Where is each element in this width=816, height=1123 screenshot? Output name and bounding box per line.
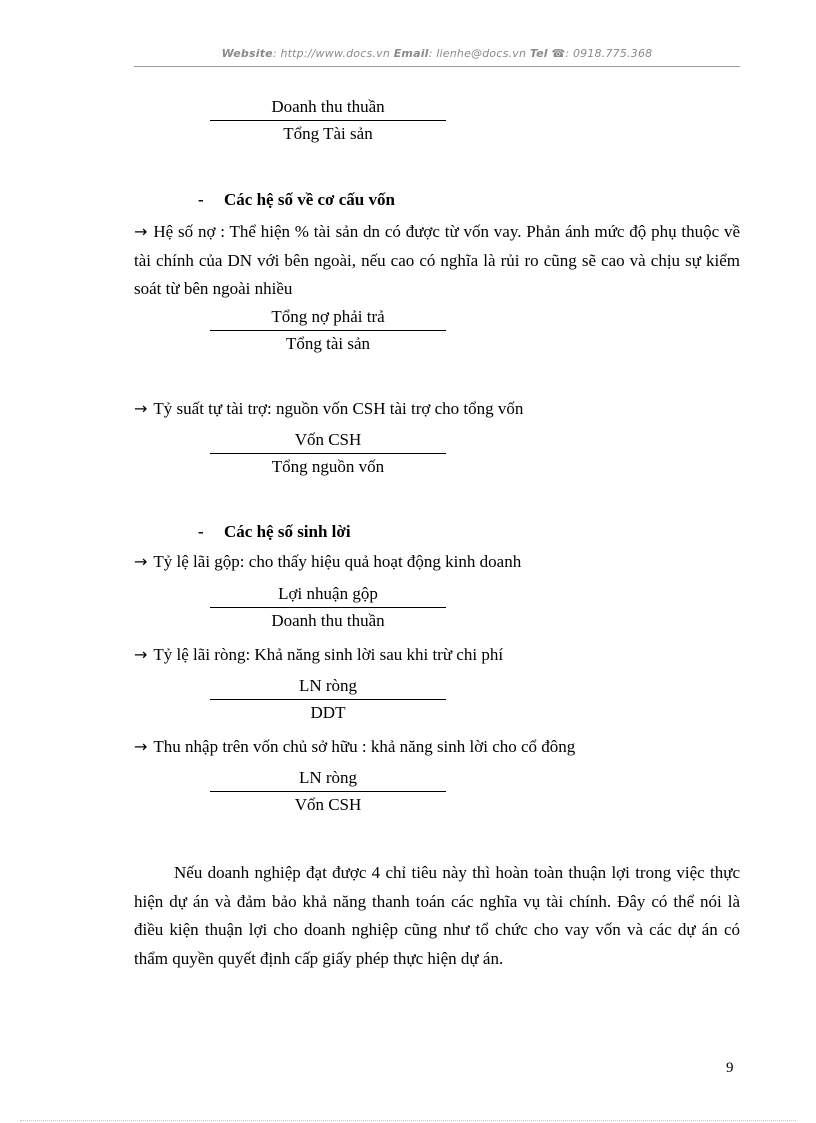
arrow-right-icon: → [134, 645, 148, 664]
email-label: Email [393, 47, 429, 60]
fraction-numerator: Lợi nhuận gộp [278, 584, 378, 603]
email-value: : lienhe@docs.vn [428, 47, 527, 60]
fraction-numerator: Tổng nợ phải trả [271, 307, 385, 326]
phone-icon: ☎ [551, 47, 566, 60]
fraction-asset-turnover [210, 96, 446, 145]
fraction-self-financing [210, 429, 446, 478]
arrow-right-icon: → [134, 222, 148, 241]
fraction-denominator: Vốn CSH [294, 795, 362, 814]
fraction-numerator: LN ròng [298, 768, 358, 787]
debt-ratio-paragraph: → Hệ số nợ : Thể hiện % tài sản dn có được từ vốn vay. Phản ánh mức độ phụ thuộc về tài chính của DN với bên ngoài, nếu cao có nghĩa là rủi ro cũng sẽ cao và chịu sự kiểm soát từ bên ngoài nhiều [134, 222, 740, 298]
section-heading-capital-structure: - Các hệ số về cơ cấu vốn [198, 190, 395, 209]
fraction-debt-ratio [210, 306, 446, 355]
page-number: 9 [726, 1060, 734, 1076]
arrow-right-icon: → [134, 737, 148, 756]
self-financing-line: → Tỷ suất tự tài trợ: nguồn vốn CSH tài trợ cho tổng vốn [134, 399, 524, 418]
section-heading-profitability: - Các hệ số sinh lời [198, 522, 351, 541]
header-divider [134, 66, 740, 67]
net-margin-line: → Tỷ lệ lãi ròng: Khả năng sinh lời sau khi trừ chi phí [134, 645, 504, 664]
roe-line: → Thu nhập trên vốn chủ sở hữu : khả năng sinh lời cho cổ đông [134, 737, 576, 756]
website-value: : http://www.docs.vn [272, 47, 390, 60]
fraction-denominator: Tổng nguồn vốn [271, 457, 385, 476]
tel-value: : 0918.775.368 [565, 47, 653, 60]
arrow-right-icon: → [134, 399, 148, 418]
fraction-roe [210, 767, 446, 816]
arrow-right-icon: → [134, 552, 148, 571]
fraction-denominator: Tổng Tài sản [283, 124, 373, 143]
fraction-gross-margin [210, 583, 446, 632]
page-header [134, 47, 740, 60]
footer-divider [20, 1120, 796, 1121]
fraction-denominator: Tổng tài sản [285, 334, 371, 353]
conclusion-paragraph: Nếu doanh nghiệp đạt được 4 chỉ tiêu này thì hoàn toàn thuận lợi trong việc thực hiện dự án và đảm bảo khả năng thanh toán các nghĩa vụ tài chính. Đây có thể nói là điều kiện thuận lợi cho doanh nghiệp cũng như tổ chức cho vay vốn và các dự án có thẩm quyền quyết định cấp giấy phép thực hiện dự án. [134, 863, 740, 968]
fraction-denominator: Doanh thu thuần [271, 611, 385, 630]
fraction-numerator: LN ròng [298, 676, 358, 695]
fraction-net-margin [210, 675, 446, 724]
gross-margin-line: → Tỷ lệ lãi gộp: cho thấy hiệu quả hoạt động kinh doanh [134, 552, 522, 571]
website-label: Website [221, 47, 273, 60]
fraction-denominator: DDT [310, 703, 346, 722]
tel-label: Tel [529, 47, 548, 60]
fraction-numerator: Doanh thu thuần [271, 97, 385, 116]
fraction-numerator: Vốn CSH [294, 430, 362, 449]
